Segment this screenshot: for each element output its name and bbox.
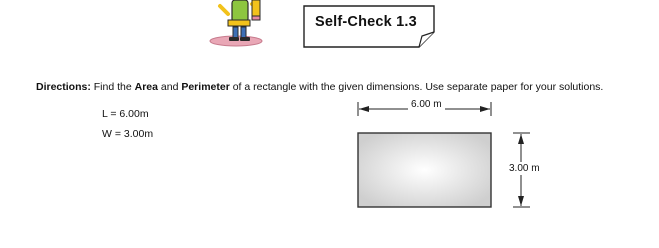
given-width: W = 3.00m (102, 128, 154, 140)
pencil-mascot-illustration (208, 0, 270, 48)
rectangle-shape (358, 133, 491, 207)
given-length: L = 6.00m (102, 108, 149, 120)
page-title: Self-Check 1.3 (315, 14, 417, 30)
directions-segment-3: of a rectangle with the given dimensions. Use separate paper for your solutions. (229, 81, 604, 93)
rectangle-figure (350, 96, 560, 216)
directions-text (36, 81, 603, 93)
title-card (303, 5, 435, 47)
length-dimension-label: 6.00 m (408, 99, 445, 110)
directions-lead: Directions: (36, 81, 91, 93)
directions-segment-2: and (157, 81, 182, 93)
width-dimension-label: 3.00 m (509, 163, 540, 174)
area-term: Area (134, 81, 158, 93)
directions-segment-1: Find the (90, 81, 135, 93)
perimeter-term: Perimeter (181, 81, 230, 93)
